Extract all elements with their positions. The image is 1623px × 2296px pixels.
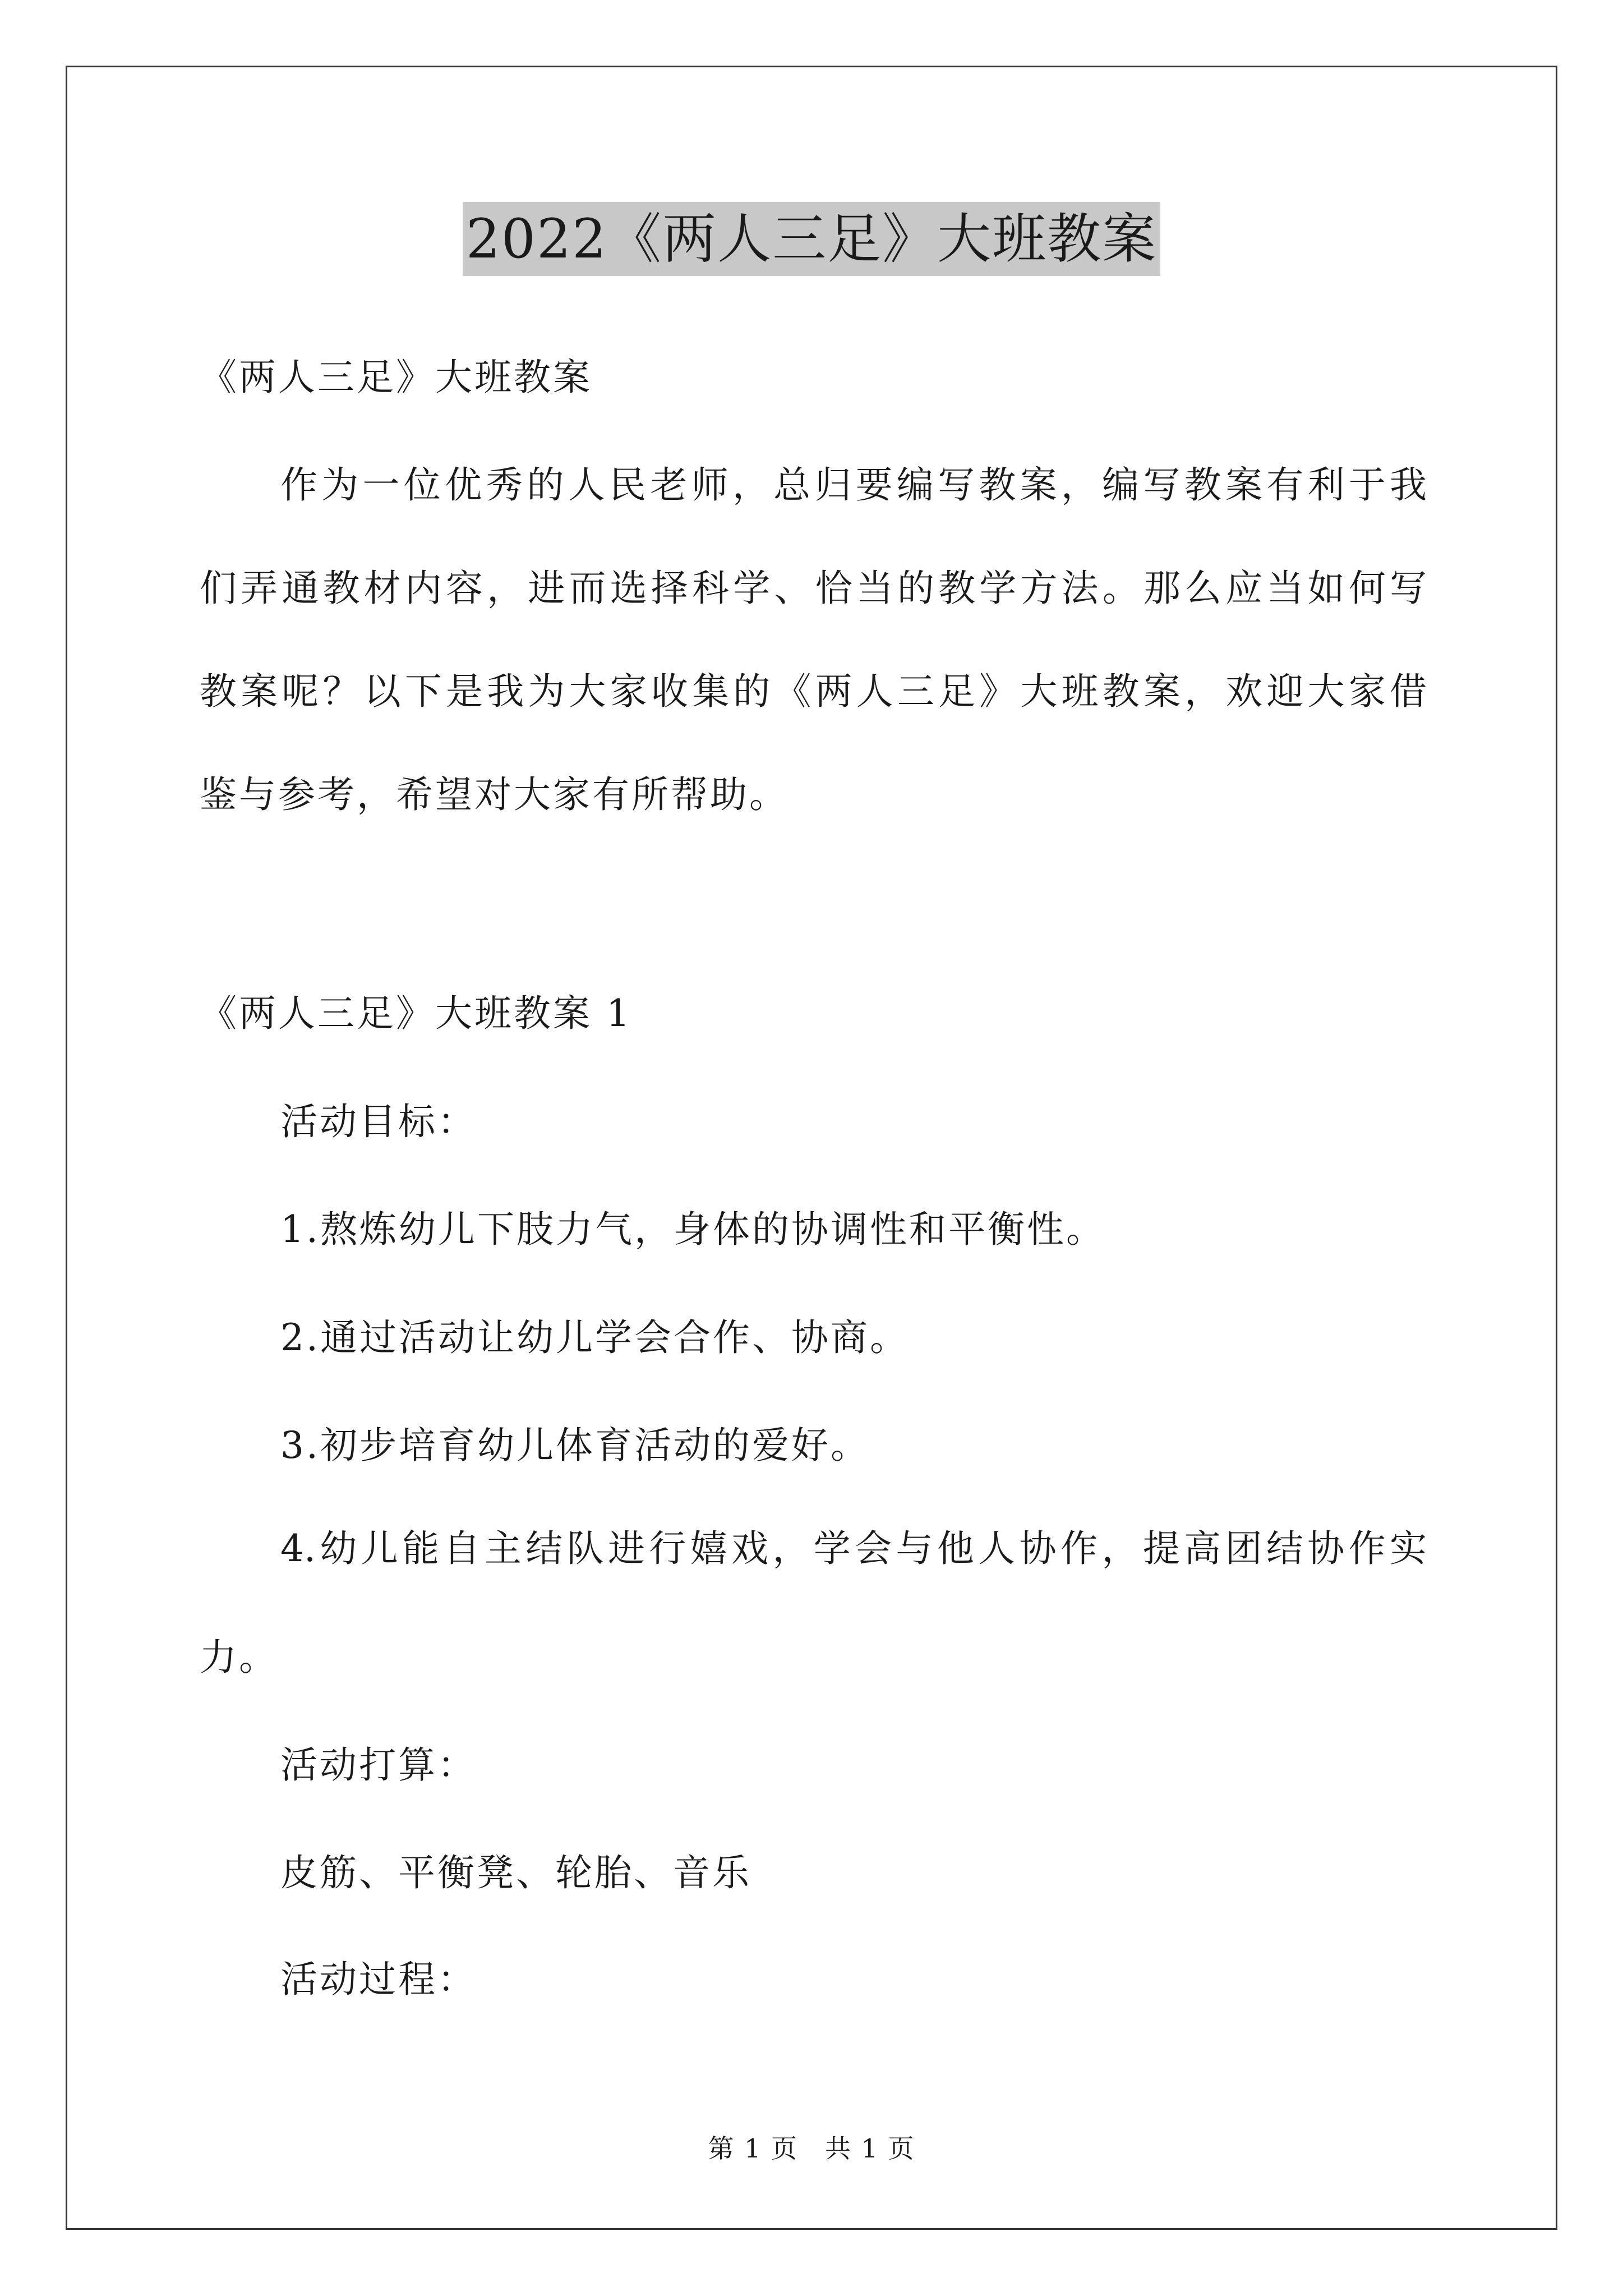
intro-line-1: 作为一位优秀的人民老师，总归要编写教案，编写教案有利于我 (280, 463, 1427, 507)
goal-item-4-cont: 力。 (200, 1636, 278, 1679)
title-block (0, 202, 1623, 276)
intro-line-4: 鉴与参考，希望对大家有所帮助。 (200, 773, 789, 816)
goal-item-3: 3.初步培育幼儿体育活动的爱好。 (280, 1424, 870, 1467)
goal-item-2: 2.通过活动让幼儿学会合作、协商。 (280, 1316, 909, 1359)
page-number-total: 共 1 页 (825, 2133, 915, 2164)
goals-label: 活动目标： (280, 1100, 477, 1143)
intro-line-2: 们弄通教材内容，进而选择科学、恰当的教学方法。那么应当如何写 (200, 567, 1427, 610)
prep-label: 活动打算： (280, 1743, 477, 1787)
page-number-current: 第 1 页 (708, 2133, 798, 2164)
intro-line-3: 教案呢？以下是我为大家收集的《两人三足》大班教案，欢迎大家借 (200, 670, 1427, 713)
goal-item-1: 1.熬炼幼儿下肢力气，身体的协调性和平衡性。 (280, 1208, 1105, 1251)
goal-item-4: 4.幼儿能自主结队进行嬉戏，学会与他人协作，提高团结协作实 (280, 1527, 1427, 1570)
document-title: 2022《两人三足》大班教案 (463, 202, 1160, 276)
subtitle: 《两人三足》大班教案 (200, 356, 592, 399)
prep-items: 皮筋、平衡凳、轮胎、音乐 (280, 1851, 751, 1894)
section-heading: 《两人三足》大班教案 1 (200, 992, 632, 1035)
process-label: 活动过程： (280, 1958, 477, 2001)
page-footer (0, 2132, 1623, 2165)
